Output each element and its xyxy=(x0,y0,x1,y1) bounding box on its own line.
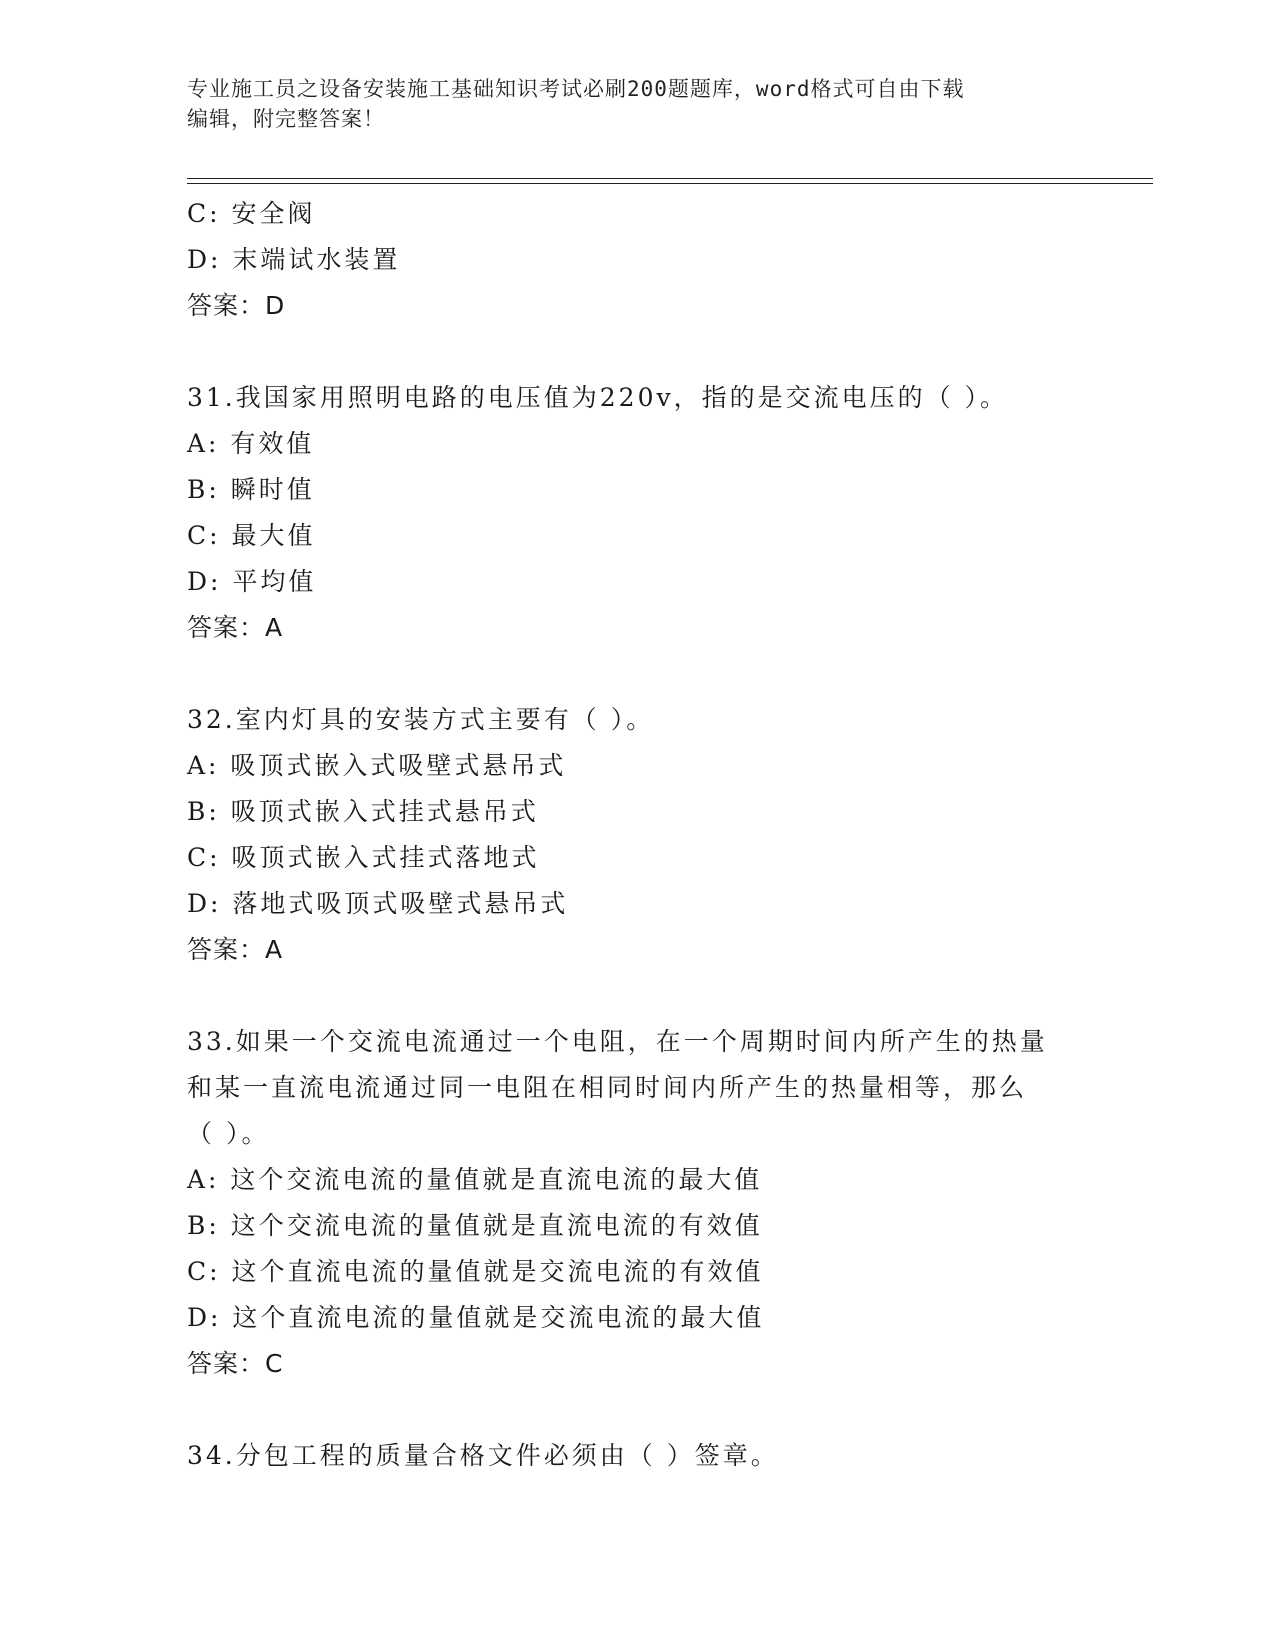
question-stem: 32.室内灯具的安装方式主要有（ ）。 xyxy=(187,705,655,734)
question-34 xyxy=(187,1433,1087,1479)
header-title-line-2: 编辑，附完整答案！ xyxy=(187,107,385,131)
header-divider-bottom xyxy=(187,183,1153,184)
answer-line: 答案：A xyxy=(187,935,284,964)
spacer xyxy=(187,973,1087,1019)
option-c: C: 安全阀 xyxy=(187,199,316,228)
spacer xyxy=(187,329,1087,375)
answer-line: 答案：D xyxy=(187,291,286,320)
question-stem-line-1: 33.如果一个交流电流通过一个电阻，在一个周期时间内所产生的热量 xyxy=(187,1027,1048,1056)
option-c: C: 最大值 xyxy=(187,521,316,550)
option-a: A: 有效值 xyxy=(187,429,315,458)
question-stem: 31.我国家用照明电路的电压值为220v，指的是交流电压的（ ）。 xyxy=(187,383,1009,412)
option-a: A: 这个交流电流的量值就是直流电流的最大值 xyxy=(187,1165,763,1194)
question-stem-line-2: 和某一直流电流通过同一电阻在相同时间内所产生的热量相等，那么 xyxy=(187,1073,1028,1102)
question-stem: 34.分包工程的质量合格文件必须由（ ）签章。 xyxy=(187,1441,779,1470)
question-content xyxy=(187,191,1087,1479)
question-31 xyxy=(187,375,1087,651)
option-b: B: 瞬时值 xyxy=(187,475,315,504)
option-c: C: 吸顶式嵌入式挂式落地式 xyxy=(187,843,540,872)
answer-line: 答案：C xyxy=(187,1349,284,1378)
option-b: B: 这个交流电流的量值就是直流电流的有效值 xyxy=(187,1211,763,1240)
answer-line: 答案：A xyxy=(187,613,284,642)
option-c: C: 这个直流电流的量值就是交流电流的有效值 xyxy=(187,1257,764,1286)
option-b: B: 吸顶式嵌入式挂式悬吊式 xyxy=(187,797,539,826)
question-33 xyxy=(187,1019,1087,1387)
header-title-line-1: 专业施工员之设备安装施工基础知识考试必刷200题题库，word格式可自由下载 xyxy=(187,77,965,101)
document-header xyxy=(187,74,1067,134)
question-32 xyxy=(187,697,1087,973)
spacer xyxy=(187,1387,1087,1433)
header-divider-top xyxy=(187,178,1153,179)
option-d: D: 落地式吸顶式吸壁式悬吊式 xyxy=(187,889,569,918)
option-d: D: 平均值 xyxy=(187,567,317,596)
spacer xyxy=(187,651,1087,697)
question-stem-line-3: （ ）。 xyxy=(187,1119,270,1148)
option-d: D: 末端试水装置 xyxy=(187,245,401,274)
option-d: D: 这个直流电流的量值就是交流电流的最大值 xyxy=(187,1303,765,1332)
question-30-continued xyxy=(187,191,1087,329)
option-a: A: 吸顶式嵌入式吸壁式悬吊式 xyxy=(187,751,567,780)
